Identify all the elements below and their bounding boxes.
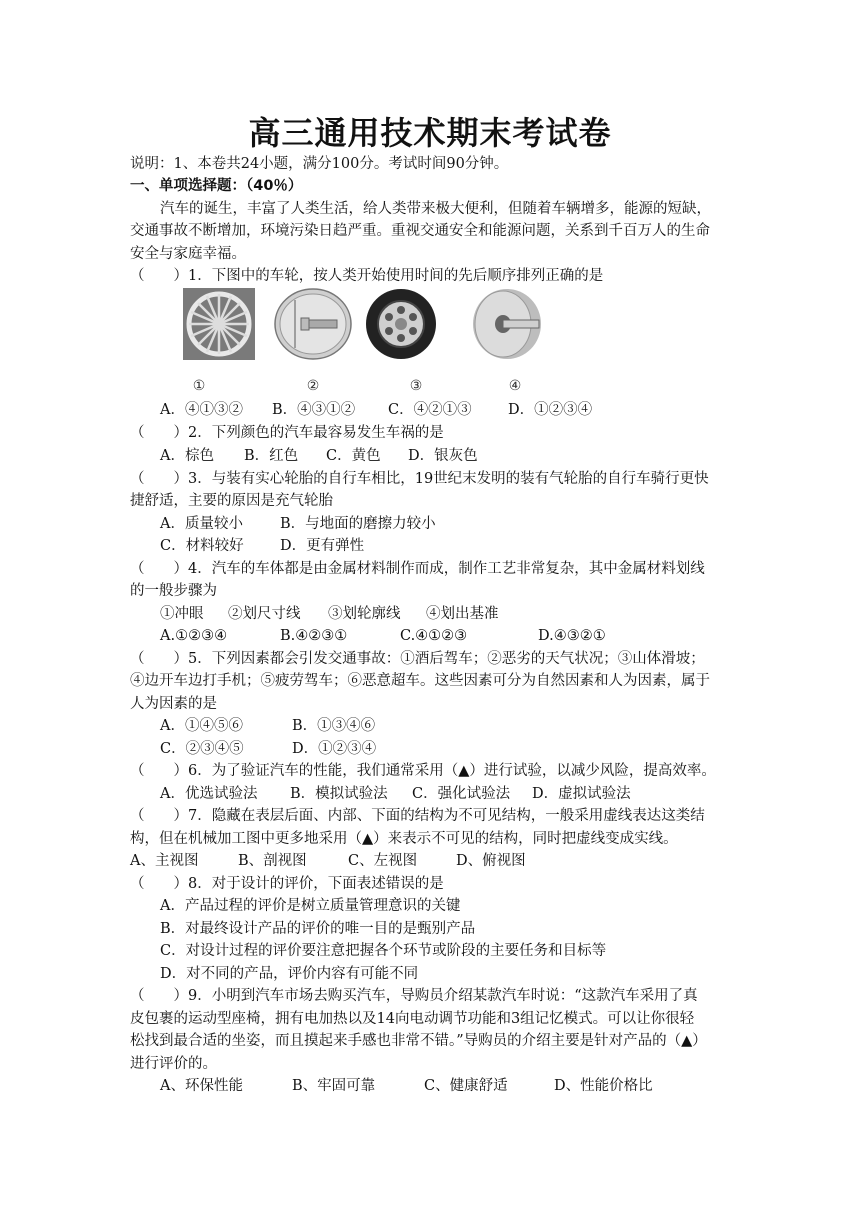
figure-label: ④ — [508, 378, 522, 394]
figure-label: ① — [192, 378, 206, 394]
question-stem: （ ）3．与装有实心轮胎的自行车相比，19世纪末发明的装有气轮胎的自行车骑行更快 — [130, 471, 709, 487]
question-stem: （ ）1．下图中的车轮，按人类开始使用时间的先后顺序排列正确的是 — [130, 268, 604, 284]
question-stem: （ ）4．汽车的车体都是由金属材料制作而成，制作工艺非常复杂，其中金属材料划线 — [130, 561, 705, 577]
option[interactable]: D．虚拟试验法 — [532, 786, 631, 802]
option[interactable]: A.①②③④ — [160, 628, 228, 644]
option[interactable]: C．②③④⑤ — [160, 741, 244, 757]
option[interactable]: D．对不同的产品，评价内容有可能不同 — [160, 966, 419, 982]
solid-cylinder-wheel-icon — [469, 288, 545, 360]
option[interactable]: B.④②③① — [280, 628, 348, 644]
question-stem: ④边开车边打手机；⑤疲劳驾车；⑥恶意超车。这些因素可分为自然因素和人为因素，属于 — [130, 673, 710, 689]
option[interactable]: A．④①③② — [160, 402, 243, 418]
option[interactable]: D、俯视图 — [456, 853, 526, 869]
intro-line: 安全与家庭幸福。 — [130, 246, 246, 262]
option[interactable]: D、性能价格比 — [554, 1078, 653, 1094]
spoked-wooden-wheel-icon — [183, 288, 255, 360]
option[interactable]: B．模拟试验法 — [290, 786, 388, 802]
question-stem: 人为因素的是 — [130, 696, 217, 712]
question-stem: 的一般步骤为 — [130, 583, 217, 599]
figure-label: ② — [306, 378, 320, 394]
modern-tire-wheel-icon — [365, 288, 437, 360]
option[interactable]: A．质量较小 — [160, 516, 243, 532]
option[interactable]: C、左视图 — [348, 853, 418, 869]
question-stem: 构，但在机械加工图中更多地采用（▲）来表示不可见的结构，同时把虚线变成实线。 — [130, 831, 678, 847]
question-stem: （ ）9．小明到汽车市场去购买汽车，导购员介绍某款汽车时说：“这款汽车采用了真 — [130, 988, 698, 1004]
question-stem: （ ）7．隐藏在表层后面、内部、下面的结构为不可见结构，一般采用虚线表达这类结 — [130, 808, 705, 824]
option[interactable]: C．黄色 — [326, 448, 381, 464]
section-heading: 一、单项选择题：（40％） — [130, 178, 303, 194]
question-stem: （ ）8．对于设计的评价，下面表述错误的是 — [130, 876, 444, 892]
question-stem: （ ）2．下列颜色的汽车最容易发生车祸的是 — [130, 425, 444, 441]
option[interactable]: A．①④⑤⑥ — [160, 718, 243, 734]
option[interactable]: B．④③①② — [272, 402, 356, 418]
option[interactable]: A、环保性能 — [160, 1078, 243, 1094]
exam-note: 说明：1、本卷共24小题，满分100分。考试时间90分钟。 — [130, 156, 509, 172]
option[interactable]: D．银灰色 — [408, 448, 478, 464]
question-stem: （ ）6．为了验证汽车的性能，我们通常采用（▲）进行试验，以减少风险，提高效率。 — [130, 763, 716, 779]
option[interactable]: C、健康舒适 — [424, 1078, 508, 1094]
step: ②划尺寸线 — [228, 606, 301, 622]
step: ①冲眼 — [160, 606, 204, 622]
question-stem: （ ）5．下列因素都会引发交通事故：①酒后驾车；②恶劣的天气状况；③山体滑坡； — [130, 651, 705, 667]
option[interactable]: B、牢固可靠 — [292, 1078, 376, 1094]
option[interactable]: C．强化试验法 — [412, 786, 511, 802]
option[interactable]: C．对设计过程的评价要注意把握各个环节或阶段的主要任务和目标等 — [160, 943, 607, 959]
figure-label: ③ — [409, 378, 423, 394]
option[interactable]: C.④①②③ — [400, 628, 468, 644]
option[interactable]: A．棕色 — [160, 448, 214, 464]
question-stem: 捷舒适，主要的原因是充气轮胎 — [130, 493, 333, 509]
option[interactable]: A．优选试验法 — [160, 786, 258, 802]
option[interactable]: D．更有弹性 — [280, 538, 365, 554]
step: ③划轮廓线 — [328, 606, 401, 622]
option[interactable]: A、主视图 — [130, 853, 199, 869]
page-title: 高三通用技术期末考试卷 — [248, 114, 612, 152]
solid-disc-wheel-icon — [273, 288, 355, 360]
question-stem: 松找到最合适的坐姿，而且摸起来手感也非常不错。”导购员的介绍主要是针对产品的（▲） — [130, 1033, 707, 1049]
option[interactable]: B．红色 — [244, 448, 299, 464]
question-stem: 皮包裹的运动型座椅，拥有电加热以及14向电动调节功能和3组记忆模式。可以让你很轻 — [130, 1011, 695, 1027]
option[interactable]: D．①②③④ — [508, 402, 593, 418]
option[interactable]: C．材料较好 — [160, 538, 244, 554]
intro-line: 交通事故不断增加，环境污染日趋严重。重视交通安全和能源问题，关系到千百万人的生命 — [130, 223, 710, 239]
wheel-figures — [183, 288, 603, 398]
option[interactable]: D．①②③④ — [292, 741, 377, 757]
option[interactable]: B、剖视图 — [238, 853, 307, 869]
option[interactable]: D.④③②① — [538, 628, 606, 644]
option[interactable]: A．产品过程的评价是树立质量管理意识的关键 — [160, 898, 461, 914]
intro-line: 汽车的诞生，丰富了人类生活，给人类带来极大便利，但随着车辆增多，能源的短缺， — [160, 201, 711, 217]
option[interactable]: B．与地面的磨擦力较小 — [280, 516, 436, 532]
option[interactable]: C．④②①③ — [388, 402, 472, 418]
option[interactable]: B．对最终设计产品的评价的唯一目的是甄别产品 — [160, 921, 476, 937]
step: ④划出基准 — [426, 606, 499, 622]
option[interactable]: B．①③④⑥ — [292, 718, 376, 734]
question-stem: 进行评价的。 — [130, 1056, 217, 1072]
